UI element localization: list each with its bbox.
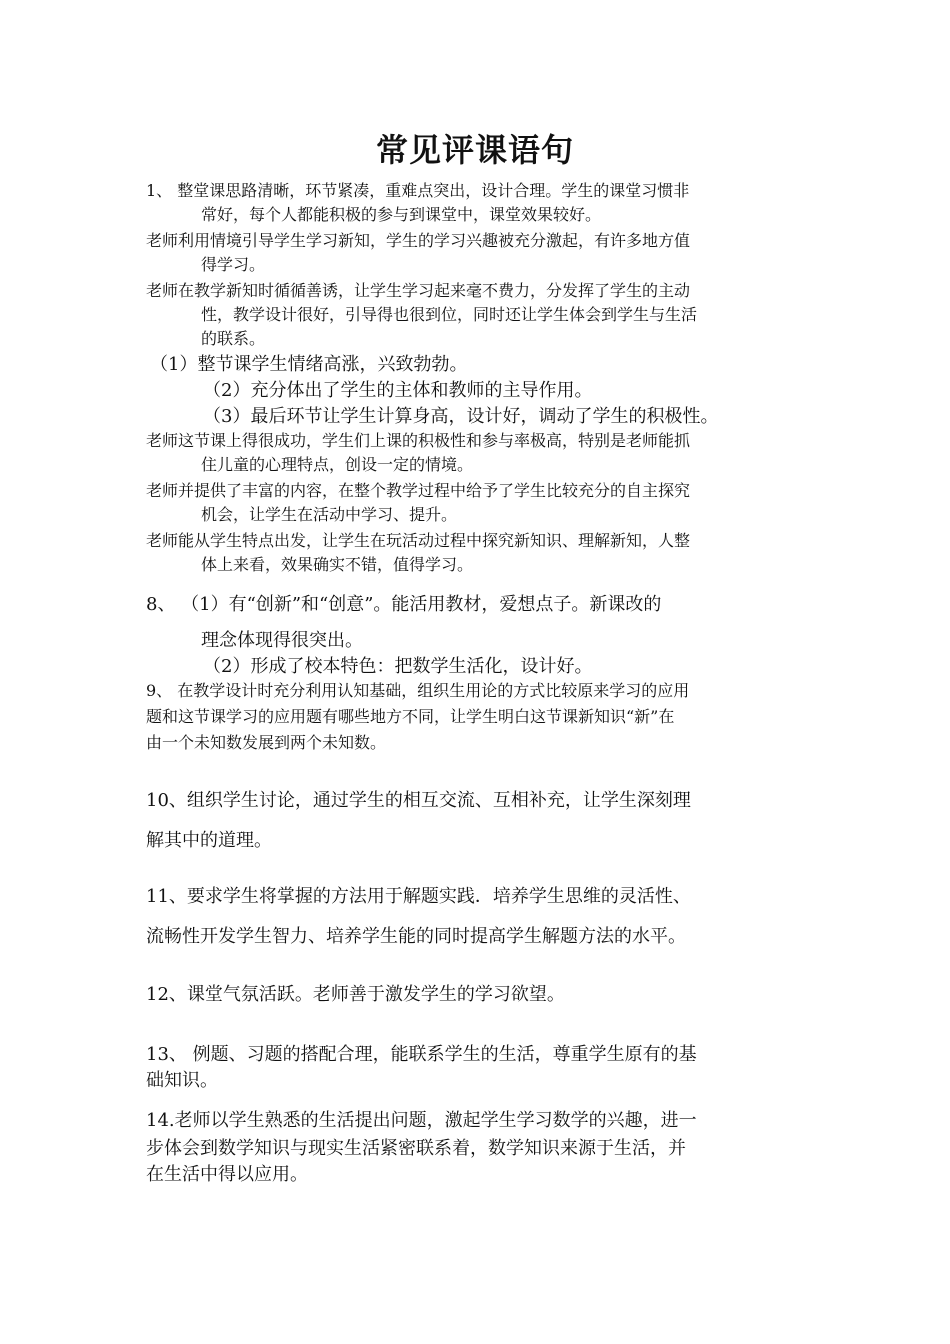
paragraph-line: 常好，每个人都能积极的参与到课堂中，课堂效果较好。 <box>201 205 602 224</box>
paragraph-line: 机会，让学生在活动中学习、提升。 <box>201 505 458 524</box>
paragraph-line: 11、要求学生将掌握的方法用于解题实践．培养学生思维的灵活性、 <box>146 886 691 907</box>
paragraph-line: 老师能从学生特点出发，让学生在玩活动过程中探究新知识、理解新知，人整 <box>146 531 691 550</box>
page-title: 常见评课语句 <box>375 131 574 169</box>
paragraph-line: 体上来看，效果确实不错，值得学习。 <box>201 555 474 574</box>
paragraph-line: 解其中的道理。 <box>146 830 272 851</box>
paragraph-line: 础知识。 <box>146 1070 218 1091</box>
paragraph-line: 理念体现得很突出。 <box>201 630 363 651</box>
paragraph-line: （3）最后环节让学生计算身高，设计好，调动了学生的积极性。 <box>203 406 719 427</box>
paragraph-line: 1、 整堂课思路清晰，环节紧凑，重难点突出，设计合理。学生的课堂习惯非 <box>146 181 690 200</box>
paragraph-line: 8、 （1）有“创新”和“创意”。能活用教材，爱想点子。新课改的 <box>146 594 662 615</box>
paragraph-line: 12、课堂气氛活跃。老师善于激发学生的学习欲望。 <box>146 984 565 1005</box>
paragraph-line: （1）整节课学生情绪高涨，兴致勃勃。 <box>150 354 468 375</box>
paragraph-line: 流畅性开发学生智力、培养学生能的同时提高学生解题方法的水平。 <box>146 926 686 947</box>
paragraph-line: 9、 在教学设计时充分利用认知基础，组织生用论的方式比较原来学习的应用 <box>146 681 690 700</box>
paragraph-line: 住儿童的心理特点，创设一定的情境。 <box>201 455 474 474</box>
paragraph-line: 老师并提供了丰富的内容，在整个教学过程中给予了学生比较充分的自主探究 <box>146 481 691 500</box>
paragraph-line: 老师利用情境引导学生学习新知，学生的学习兴趣被充分激起，有许多地方值 <box>146 231 691 250</box>
paragraph-line: 题和这节课学习的应用题有哪些地方不同，让学生明白这节课新知识“新”在 <box>146 707 675 726</box>
paragraph-line: 10、组织学生讨论，通过学生的相互交流、互相补充，让学生深刻理 <box>146 790 691 811</box>
paragraph-line: （2）充分体出了学生的主体和教师的主导作用。 <box>203 380 593 401</box>
paragraph-line: （2）形成了校本特色：把数学生活化，设计好。 <box>203 656 593 677</box>
paragraph-line: 由一个未知数发展到两个未知数。 <box>146 733 387 752</box>
paragraph-line: 性，教学设计很好，引导得也很到位，同时还让学生体会到学生与生活 <box>201 305 698 324</box>
paragraph-line: 老师这节课上得很成功，学生们上课的积极性和参与率极高，特别是老师能抓 <box>146 431 691 450</box>
paragraph-line: 的联系。 <box>201 329 266 348</box>
paragraph-line: 得学习。 <box>201 255 266 274</box>
paragraph-line: 在生活中得以应用。 <box>146 1164 308 1185</box>
paragraph-line: 步体会到数学知识与现实生活紧密联系着，数学知识来源于生活，并 <box>146 1138 686 1159</box>
paragraph-line: 老师在教学新知时循循善诱，让学生学习起来毫不费力，分发挥了学生的主动 <box>146 281 691 300</box>
paragraph-line: 14.老师以学生熟悉的生活提出问题，激起学生学习数学的兴趣，进一 <box>146 1110 697 1131</box>
paragraph-line: 13、 例题、习题的搭配合理，能联系学生的生活，尊重学生原有的基 <box>146 1044 697 1065</box>
